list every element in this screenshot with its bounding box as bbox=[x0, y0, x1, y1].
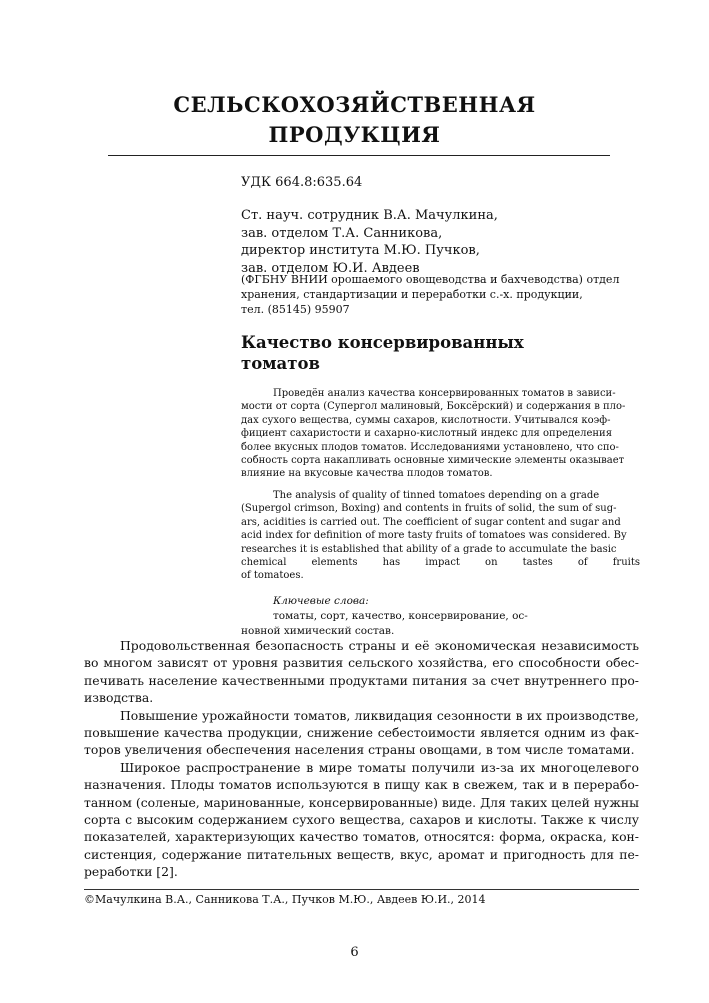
article-title-line: томатов bbox=[241, 354, 320, 373]
abstract-ru-line: мости от сорта (Супергол малиновый, Боксёрский) и содержания в пло- bbox=[241, 401, 626, 413]
affiliation bbox=[241, 272, 641, 317]
body-line: систенция, содержание питательных веществ, вкус, аромат и пригодность для пе- bbox=[84, 846, 639, 862]
keywords bbox=[241, 594, 640, 639]
body-line: Широкое распространение в мире томаты получили из-за их многоцелевого bbox=[120, 759, 639, 775]
body-line: повышение качества продукции, снижение себестоимости является одним из фак- bbox=[84, 725, 639, 741]
article-title bbox=[241, 332, 641, 374]
body-line: сорта с высоким содержанием сухого вещества, сахаров и кислоты. Также к числу bbox=[84, 812, 639, 828]
keywords-label: Ключевые слова: bbox=[273, 595, 369, 607]
author-line: зав. отделом Т.А. Санникова, bbox=[241, 225, 443, 241]
body-line: реработки [2]. bbox=[84, 864, 178, 880]
body-line: показателей, характеризующих качество томатов, относятся: форма, окраска, кон- bbox=[84, 829, 639, 845]
keywords-text: новной химический состав. bbox=[241, 625, 395, 637]
body-line: назначения. Плоды томатов используются в пищу как в свежем, так и в перерабо- bbox=[84, 777, 639, 793]
page-number: 6 bbox=[350, 945, 359, 960]
copyright-footnote: ©Мачулкина В.А., Санникова Т.А., Пучков М.Ю., Авдеев Ю.И., 2014 bbox=[84, 893, 486, 906]
author-list bbox=[241, 207, 641, 277]
section-title-line-1: СЕЛЬСКОХОЗЯЙСТВЕННАЯ bbox=[173, 92, 536, 117]
abstract-ru-line: более вкусных плодов томатов. Исследованиями установлено, что спо- bbox=[241, 441, 619, 453]
section-title-rule bbox=[108, 155, 610, 156]
body-line: печивать население качественными продуктами питания за счет внутреннего про- bbox=[84, 672, 639, 688]
udc-code: УДК 664.8:635.64 bbox=[241, 175, 363, 190]
abstract-en-line: researches it is established that ability of a grade to accumulate the basic bbox=[241, 543, 617, 555]
abstract-en-line: The analysis of quality of tinned tomatoes depending on a grade bbox=[273, 490, 600, 501]
abstract-ru-line: собность сорта накапливать основные химические элементы оказывает bbox=[241, 455, 625, 467]
abstract-en-line: ars, acidities is carried out. The coefficient of sugar content and sugar and bbox=[241, 516, 621, 528]
author-line: Ст. науч. сотрудник В.А. Мачулкина, bbox=[241, 208, 498, 223]
affiliation-line: (ФГБНУ ВНИИ орошаемого овощеводства и бахчеводства) отдел bbox=[241, 273, 620, 286]
body-line: изводства. bbox=[84, 690, 154, 706]
keywords-text: томаты, сорт, качество, консервирование, ос- bbox=[273, 610, 528, 622]
abstract-ru-line: влияние на вкусовые качества плодов томатов. bbox=[241, 468, 493, 480]
affiliation-line: хранения, стандартизации и переработки с.-х. продукции, bbox=[241, 288, 583, 301]
abstract-en-line: acid index for definition of more tasty fruits of tomatoes was considered. By bbox=[241, 530, 627, 542]
body-line: Повышение урожайности томатов, ликвидация сезонности в их производстве, bbox=[120, 707, 639, 723]
abstract-en-line: (Supergol crimson, Boxing) and contents in fruits of solid, the sum of sug- bbox=[241, 503, 617, 515]
body-line: торов увеличения обеспечения населения страны овощами, в том числе томатами. bbox=[84, 742, 635, 758]
abstract-english bbox=[241, 489, 640, 583]
affiliation-line: тел. (85145) 95907 bbox=[241, 303, 350, 316]
footnote-rule bbox=[84, 889, 639, 890]
abstract-russian bbox=[241, 387, 640, 481]
section-title-line-2: ПРОДУКЦИЯ bbox=[268, 122, 441, 147]
section-title bbox=[0, 90, 709, 150]
body-text bbox=[84, 637, 639, 881]
body-line: во многом зависят от уровня развития сельского хозяйства, его способности обес- bbox=[84, 655, 639, 671]
abstract-en-line: chemical elements has impact on tastes of fruits bbox=[241, 557, 640, 569]
author-line: зав. отделом Ю.И. Авдеев bbox=[241, 260, 420, 276]
author-line: директор института М.Ю. Пучков, bbox=[241, 243, 480, 258]
abstract-ru-line: фициент сахаристости и сахарно-кислотный индекс для определения bbox=[241, 428, 613, 440]
abstract-ru-line: Проведён анализ качества консервированных томатов в зависи- bbox=[273, 388, 616, 399]
body-line: Продовольственная безопасность страны и её экономическая независимость bbox=[120, 638, 639, 653]
article-title-line: Качество консервированных bbox=[241, 333, 524, 352]
abstract-ru-line: дах сухого вещества, суммы сахаров, кислотности. Учитывался коэф- bbox=[241, 414, 611, 426]
body-line: танном (соленые, маринованные, консервированные) виде. Для таких целей нужны bbox=[84, 794, 639, 810]
abstract-en-line: of tomatoes. bbox=[241, 570, 304, 582]
